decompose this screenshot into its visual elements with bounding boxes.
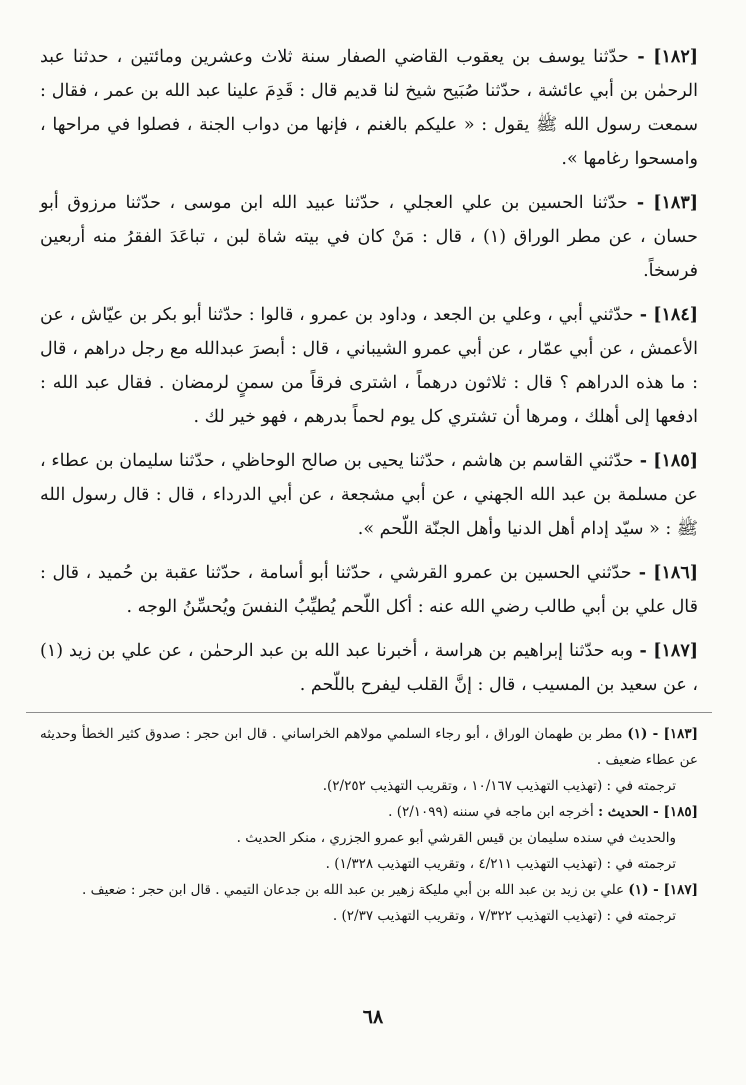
footnote-line: علي بن زيد بن عبد الله بن أبي مليكة زهير بن عبد الله بن جدعان التيمي . قال ابن حجر : ضعيف . [82, 882, 625, 898]
book-page [40, 40, 698, 929]
hadith-paragraph [40, 634, 698, 702]
hadith-list [40, 40, 698, 702]
hadith-text: حدّثنا يوسف بن يعقوب القاضي الصفار سنة ثلاث وعشرين ومائتين ، حدثنا عبد الرحمٰن بن أبي عائشة ، حدّثنا صُبَيح شيخ لنا قديم قال : قَدِمَ علينا عبد الله بن عمر ، فقال : سمعت رسول الله ﷺ يقول : « عليكم بالغنم ، فإنها من دواب الجنة ، فصلوا في مراحها ، وامسحوا رغامها ». [40, 47, 698, 169]
hadith-number: [١٨٧] - [633, 641, 698, 661]
hadith-number: [١٨٥] - [634, 451, 699, 471]
hadith-paragraph [40, 298, 698, 434]
hadith-text: وبه حدّثنا إبراهيم بن هراسة ، أخبرنا عبد الله بن عبد الرحمٰن ، عن علي بن زيد (١) ، عن سعيد بن المسيب ، قال : إنَّ القلب ليفرح باللّحم . [40, 641, 698, 695]
hadith-text: حدّثني أبي ، وعلي بن الجعد ، وداود بن عمرو ، قالوا : حدّثنا أبو بكر بن عيّاش ، عن الأعمش ، عن أبي عمّار ، عن أبي عمرو الشيباني ، قال : أبصرَ عبدالله مع رجل دراهم ، قال : ما هذه الدراهم ؟ قال : ثلاثون درهماً ، اشترى فرقاً من سمنٍ لرمضان . فقال عبد الله : ادفعها إلى أهلك ، ومرها أن تشتري كل يوم لحماً بدرهم ، فهو خير لك . [40, 305, 698, 427]
footnote-line: مطر بن طهمان الوراق ، أبو رجاء السلمي مولاهم الخراساني . قال ابن حجر : صدوق كثير الخطأ وحديثه عن عطاء ضعيف . [40, 726, 698, 768]
hadith-number: [١٨٢] - [629, 47, 698, 67]
hadith-paragraph [40, 186, 698, 288]
footnote-line: ترجمته في : (تهذيب التهذيب ١٠/١٦٧ ، وتقريب التهذيب ٢/٢٥٢). [322, 778, 676, 794]
hadith-number: [١٨٦] - [632, 563, 698, 583]
hadith-number: [١٨٣] - [628, 193, 698, 213]
footnote-line: ترجمته في : (تهذيب التهذيب ٧/٣٢٢ ، وتقريب التهذيب ٢/٣٧) . [332, 908, 676, 924]
footnote-line: والحديث في سنده سليمان بن قيس القرشي أبو عمرو الجزري ، منكر الحديث . [236, 830, 676, 846]
footnote-ref: [١٨٧] - (١) [628, 882, 698, 898]
hadith-paragraph [40, 556, 698, 624]
footnote [40, 877, 698, 929]
footnote [40, 721, 698, 799]
hadith-paragraph [40, 40, 698, 176]
footnote-line: أخرجه ابن ماجه في سننه (٢/١٠٩٩) . [388, 804, 594, 820]
hadith-paragraph [40, 444, 698, 546]
footnote-ref: [١٨٣] - (١) [627, 726, 699, 742]
footnote-divider [26, 712, 712, 713]
footnote-ref: [١٨٥] - الحديث : [598, 804, 698, 820]
footnote-line: ترجمته في : (تهذيب التهذيب ٤/٢١١ ، وتقريب التهذيب ١/٣٢٨) . [325, 856, 676, 872]
hadith-text: حدّثني الحسين بن عمرو القرشي ، حدّثنا أبو أسامة ، حدّثنا عقبة بن حُميد ، قال : قال علي بن أبي طالب رضي الله عنه : أكل اللّحم يُطيِّبُ النفسَ ويُحسِّنُ الوجه . [40, 563, 698, 617]
page-number: ٦٨ [362, 1006, 384, 1028]
footnote [40, 799, 698, 877]
hadith-text: حدّثني القاسم بن هاشم ، حدّثنا يحيى بن صالح الوحاظي ، حدّثنا سليمان بن عطاء ، عن مسلمة بن عبد الله الجهني ، عن أبي مشجعة ، عن أبي الدرداء ، قال : قال رسول الله ﷺ : « سيّد إدام أهل الدنيا وأهل الجنّة اللّحم ». [40, 451, 698, 539]
footnotes [40, 721, 698, 929]
hadith-number: [١٨٤] - [633, 305, 698, 325]
hadith-text: حدّثنا الحسين بن علي العجلي ، حدّثنا عبيد الله ابن موسى ، حدّثنا مرزوق أبو حسان ، عن مطر الوراق (١) ، قال : مَنْ كان في بيته شاة لبن ، تباعَدَ الفقرُ منه أربعين فرسخاً. [40, 193, 698, 281]
